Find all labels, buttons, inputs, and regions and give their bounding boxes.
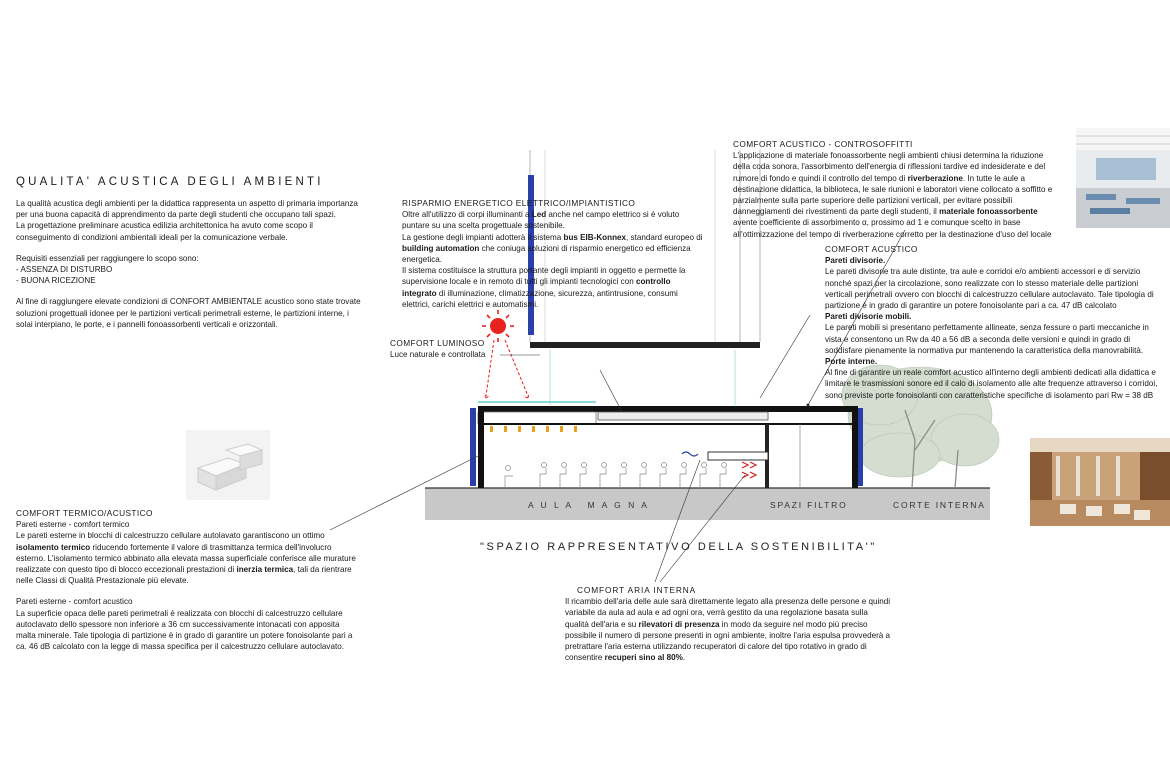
requirement-2: - BUONA RICEZIONE [16, 276, 96, 286]
partition-heading: Pareti divisorie. [825, 256, 886, 266]
led-lights [490, 426, 577, 432]
thermal-paragraph: Le pareti esterne in blocchi di calcestruzzo cellulare autolavato garantiscono un ottimo isolamento termico riducendo fortemente il valore di trasmittanza termica dell'involucro esterno. L'isolamento termico abbinato alla elevata massa superficiale conferisce alle murature realizzate con questo tipo di blocco eccezionali prestazioni di inerzia termica, tali da rientrare nelle Classi di Qualità Prestazionale più elevate. [16, 531, 356, 586]
right-blue-panel [858, 408, 863, 486]
audience-seating [505, 463, 727, 489]
ceiling-acoustic-section [733, 139, 1059, 240]
slogan: "SPAZIO RAPPRESENTATIVO DELLA SOSTENIBILITA'" [480, 541, 877, 553]
ceiling-paragraph: L'applicazione di materiale fonoassorbente negli ambienti chiusi determina la riduzione della coda sonora, l'assorbimento dell'energia di riflessioni tardive ed indesiderate e del rumore di fondo e quindi il controllo del tempo di riverberazione. In tutte le aule a destinazione didattica, la biblioteca, le sale riunioni e laboratori viene collocato a soffitto e parzialmente sulla parte superiore delle partizioni verticali, per evitare possibili danneggiamenti dei rivestimenti da parte degli studenti, il materiale fonoassorbente avente coefficiente di assorbimento α, prossimo ad 1 e comunque scelto in base all'ottimizzazione del tempo di riverberazione corretto per la destinazione d'uso del locale [733, 151, 1053, 239]
label-corte-interna: CORTE INTERNA [893, 500, 986, 510]
acoustic-comfort-section [825, 244, 1165, 401]
light-title: COMFORT LUMINOSO [390, 338, 485, 348]
partition-paragraph: Le pareti divisorie tra aule distinte, tra aule e corridoi e/o ambienti accessori e di servizio nonché spazi per la circolazione, sono realizzate con lo stesso materiale delle partizioni verticali perimetrali ovvero con blocchi di calcestruzzo cellulare autoclavato. Tale tipologia di partizione è in grado di garantire un potere fonoisolante pari a ca. 47 dB calcolato [825, 267, 1154, 311]
acoustic-blocks-photo [186, 430, 270, 500]
thermal-subtitle: Pareti esterne - comfort termico [16, 520, 130, 530]
thermal-acoustic-section [16, 508, 361, 652]
doors-heading: Porte interne. [825, 357, 878, 367]
design-paragraph: La progettazione preliminare acustica edilizia architettonica ha avuto come scopo il conseguimento di condizioni ambientali ideali per la comunicazione verbale. [16, 221, 313, 242]
light-text: Luce naturale e controllata [390, 350, 486, 360]
acoustic-wall-subtitle: Pareti esterne - comfort acustico [16, 597, 133, 607]
ceiling-title: COMFORT ACUSTICO - CONTROSOFFITTI [733, 139, 913, 149]
air-flow-arrows [742, 462, 756, 478]
mobile-partition-heading: Pareti divisorie mobili. [825, 312, 912, 322]
classroom-photo [1076, 128, 1170, 228]
energy-saving-section [402, 198, 704, 310]
energy-p1: Oltre all'utilizzo di corpi illuminanti a Led anche nel campo elettrico si è voluto puntare su una scelta progettuale sostenibile. [402, 210, 680, 231]
thermal-title: COMFORT TERMICO/ACUSTICO [16, 508, 153, 518]
requirements-intro: Requisiti essenziali per raggiungere lo scopo sono: [16, 253, 199, 263]
upper-slab [530, 342, 760, 348]
air-paragraph: Il ricambio dell'aria delle aule sarà direttamente legato alla presenza delle persone e quindi variabile da aula ad aula e ad ogni ora, verrà gestito da una regolazione basata sulla qualità dell'aria e su rilevatori di presenza in modo da seguire nel modo più preciso possibile il numero di persone presenti in ogni ambiente, inoltre l'aria espulsa provvederà a pretrattare l'aria esterna utilizzando recuperatori di calore del tipo rotativo in grado di consentire recuperi sino al 80%. [565, 597, 891, 663]
requirement-1: - ASSENZA DI DISTURBO [16, 265, 113, 275]
doors-paragraph: Al fine di garantire un reale comfort acustico all'interno degli ambienti dedicati alla didattica e limitare le trasmissioni sonore ed il calo di isolamento alle alte frequenze attraverso i corridoi, sono previste porte fonoisolanti con caratteristiche specifiche di isolamento pari Rw = 38 dB [825, 368, 1158, 400]
light-comfort-section [390, 338, 510, 360]
label-spazi-filtro: SPAZI FILTRO [770, 500, 848, 510]
energy-p2: La gestione degli impianti adotterà il sistema bus EIB-Konnex, standard europeo di building automation che coniuga soluzioni di risparmio energetico ed efficienza energetica. [402, 232, 703, 265]
intro-paragraph: La qualità acustica degli ambienti per la didattica rappresenta un aspetto di primaria importanza per una buona capacità di apprendimento da parte degli studenti che occupano tali spazi. [16, 199, 358, 220]
roof-slab [478, 406, 858, 412]
acoustic-wall-paragraph: La superficie opaca delle pareti perimetrali è realizzata con blocchi di calcestruzzo cellulare autoclavato dello spessore non inferiore a 36 cm successivamente intonacati con apposita malta minerale. Tale tipologia di partizione è in grado di garantire un potere fonoisolante pari a ca. 46 dB calcolato con la legge di massa specifica per il calcestruzzo cellulare autoclavato. [16, 608, 353, 652]
acoustic-title: COMFORT ACUSTICO [825, 244, 918, 254]
acoustic-quality-section [16, 176, 364, 330]
right-wall [852, 406, 858, 488]
energy-title: RISPARMIO ENERGETICO ELETTRICO/IMPIANTISTICO [402, 198, 636, 208]
solutions-paragraph: Al fine di raggiungere elevate condizioni di CONFORT AMBIENTALE acustico sono state trovate soluzioni progettuali idonee per le partizioni verticali perimetrali esterne, le partizioni interne, i solai interpiano, le porte, e i pannelli fonoassorbenti verticali e orizzontali. [16, 297, 361, 329]
energy-p3: Il sistema costituisce la struttura portante degli impianti in oggetto e permette la supervisione locale e in remoto di tutti gli impianti tecnologici con controllo integrato di illuminazione, climatizzazione, sicurezza, antintrusione, consumi elettrici, carichi elettrici e automatismi. [402, 266, 686, 309]
left-blue-panel [470, 408, 476, 486]
air-comfort-section [565, 585, 891, 663]
section-title: QUALITA' ACUSTICA DEGLI AMBIENTI [16, 176, 324, 188]
label-aula-magna: A U L A M A G N A [528, 500, 650, 510]
mobile-partition-paragraph: Le pareti mobili si presentano perfettamente allineate, senza fessure o parti meccaniche in vista e consentono un Rw da 40 a 56 dB a seconda delle versioni e quindi in grado di soddisfare pienamente la normativa pur mantenendo la caratteristica della manovrabilità. [825, 323, 1149, 355]
left-wall [478, 406, 484, 488]
air-title: COMFORT ARIA INTERNA [577, 585, 697, 595]
auditorium-photo [1030, 438, 1170, 526]
